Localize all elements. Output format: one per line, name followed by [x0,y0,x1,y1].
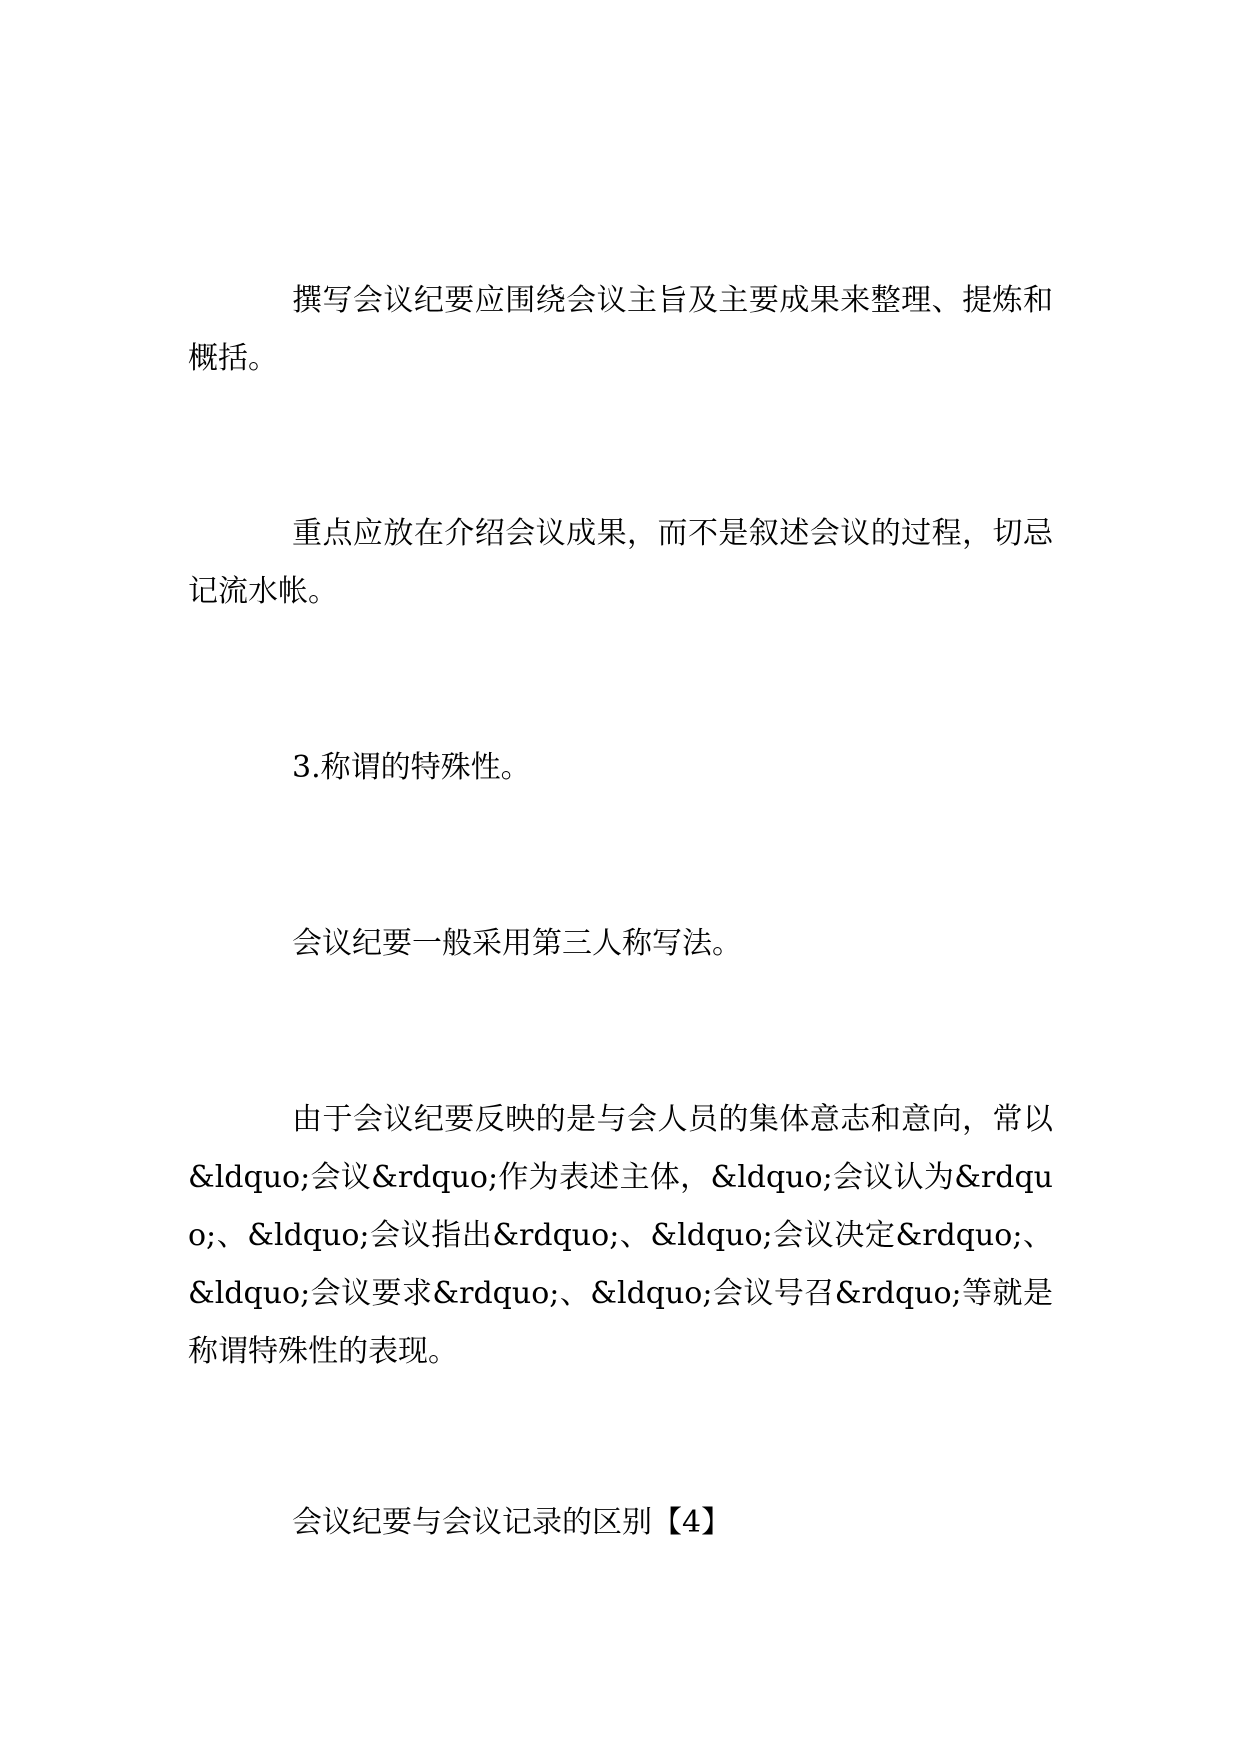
section-heading-difference: 会议纪要与会议记录的区别【4】 [292,1505,732,1540]
paragraph-appellation-examples: 由于会议纪要反映的是与会人员的集体意志和意向，常以&ldquo;会议&rdquo;作为表述主体，&ldquo;会议认为&rdquo;、&ldquo;会议指出&rdquo;、&ldquo;会议决定&rdquo;、&ldquo;会议要求&rdquo;、&ldquo;会议号召&rdquo;等就是称谓特殊性的表现。 [188,1102,1053,1369]
paragraph-third-person: 会议纪要一般采用第三人称写法。 [292,926,742,961]
paragraph-focus-results: 重点应放在介绍会议成果，而不是叙述会议的过程，切忌记流水帐。 [188,516,1053,609]
section-heading-appellation: 3.称谓的特殊性。 [292,750,531,785]
paragraph-summary-writing: 撰写会议纪要应围绕会议主旨及主要成果来整理、提炼和概括。 [188,283,1053,376]
